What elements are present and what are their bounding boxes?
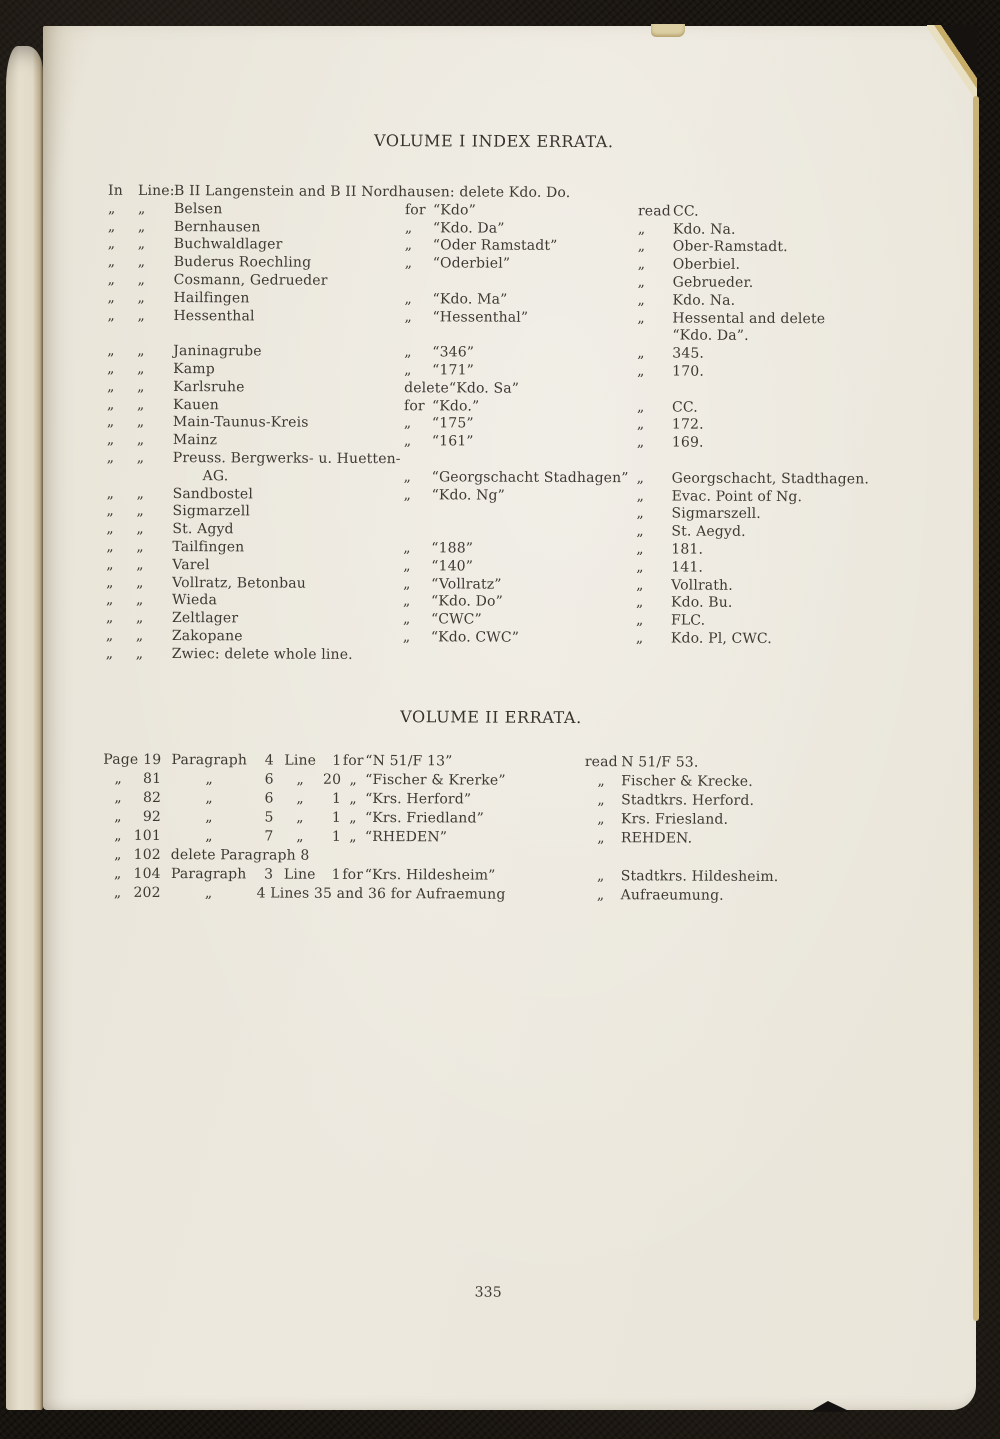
corrected-text: 170. <box>672 363 705 380</box>
read-label: „ <box>596 867 605 884</box>
for-label: „ <box>349 771 357 788</box>
line-label: „ <box>296 809 304 826</box>
original-text: “Oderbiel” <box>432 255 511 272</box>
original-text: “346” <box>432 344 475 361</box>
read-cell <box>637 452 895 489</box>
corrected-text: St. Aegyd. <box>671 523 746 540</box>
instruction-text: 4 Lines 35 and 36 for Aufraemung <box>256 884 506 903</box>
read-cell <box>637 488 895 507</box>
read-cell <box>637 417 895 436</box>
for-label: „ <box>403 557 411 574</box>
book-gutter-page-edge <box>6 46 43 1410</box>
ditto-line-mark: Line: <box>138 182 175 200</box>
ditto-line-mark: „ <box>136 574 144 591</box>
read-label: „ <box>636 559 644 576</box>
paragraph-label: „ <box>205 827 213 844</box>
corrected-text: REHDEN. <box>620 829 693 847</box>
ditto-line-mark: „ <box>136 396 145 413</box>
ditto-line-mark: „ <box>136 432 145 449</box>
for-label: for <box>342 866 364 883</box>
ditto-in-mark: „ <box>107 378 115 395</box>
original-cell <box>403 611 636 630</box>
entry-name: Vollratz, Betonbau <box>172 574 307 592</box>
line-number: 1 <box>331 828 341 845</box>
read-cell <box>636 630 894 649</box>
page-label: „ <box>114 789 122 806</box>
page-number-value: 19 <box>143 751 162 768</box>
paragraph-label: „ <box>204 884 213 901</box>
read-label: „ <box>636 576 644 593</box>
ditto-line-mark: „ <box>135 609 144 627</box>
line-number: 20 <box>323 771 342 788</box>
original-text: “Kdo. Do” <box>431 593 503 610</box>
original-cell <box>403 629 636 648</box>
for-label: „ <box>403 433 412 450</box>
original-cell <box>405 291 638 310</box>
original-text: “Kdo. Sa” <box>448 380 520 397</box>
ditto-in-mark: „ <box>107 289 115 306</box>
corrected-text: N 51/F 53. <box>621 753 699 771</box>
entry-name: Wieda <box>172 592 218 609</box>
line-number: 1 <box>332 790 342 807</box>
line-number: 1 <box>331 809 342 826</box>
for-label: „ <box>404 255 413 272</box>
original-cell <box>404 433 637 452</box>
entry-name: Sigmarzell <box>172 503 251 520</box>
read-label: „ <box>637 363 645 380</box>
ditto-in-mark: „ <box>106 485 115 502</box>
entry-name: Buderus Roechling <box>173 254 312 271</box>
original-cell <box>403 593 636 612</box>
errata-row <box>105 450 895 489</box>
paragraph-number: 4 <box>264 752 274 769</box>
corrected-text: Kdo. Na. <box>672 292 736 309</box>
ditto-in-mark: „ <box>106 431 115 448</box>
original-cell <box>403 576 636 595</box>
read-label: „ <box>636 416 645 433</box>
page-corner-fold <box>927 25 977 99</box>
original-cell <box>403 558 636 577</box>
original-cell <box>404 344 637 363</box>
read-cell <box>638 274 896 293</box>
ditto-in-mark: „ <box>106 538 114 555</box>
original-cell <box>404 362 637 381</box>
corrected-text: Oberbiel. <box>672 256 741 273</box>
corrected-text: Kdo. Pl, CWC. <box>670 630 772 647</box>
read-cell <box>638 221 896 240</box>
read-label: „ <box>597 810 605 827</box>
ditto-in-mark: „ <box>107 360 115 377</box>
original-text: “Hessenthal” <box>432 308 529 326</box>
page-content <box>101 26 897 1304</box>
entry-name: Hessenthal <box>173 307 255 325</box>
corrected-text: Stadtkrs. Hildesheim. <box>620 867 779 885</box>
page-label: „ <box>113 865 122 882</box>
entry-name: Belsen <box>173 200 223 218</box>
ditto-line-mark: „ <box>136 414 145 431</box>
for-label: „ <box>403 415 412 432</box>
entry-name: Sandbostel <box>172 485 254 502</box>
for-label: „ <box>349 790 357 807</box>
for-label: „ <box>349 809 357 826</box>
entry-name: Cosmann, Gedrueder <box>173 272 328 289</box>
for-label: for <box>404 201 426 219</box>
corrected-text: FLC. <box>670 612 706 629</box>
ditto-in-mark: „ <box>105 609 114 626</box>
corrected-text-line2: “Kdo. Da”. <box>672 327 749 345</box>
read-label: „ <box>637 309 645 326</box>
original-text: “N 51/F 13” <box>365 752 453 769</box>
paragraph-number: 7 <box>264 828 274 845</box>
ditto-in-mark: „ <box>106 556 114 573</box>
ditto-in-mark: In <box>108 182 123 199</box>
entry-name: Hailfingen <box>173 289 250 307</box>
corrected-text: Gebrueder. <box>672 274 754 291</box>
original-cell <box>403 522 636 523</box>
read-label: read <box>584 753 618 770</box>
read-label: read <box>637 203 671 220</box>
corrected-text: 181. <box>671 541 704 558</box>
ditto-in-mark: „ <box>107 253 116 270</box>
for-label: „ <box>404 219 413 236</box>
original-cell <box>405 202 638 221</box>
line-number: 1 <box>332 752 342 769</box>
entry-name: Varel <box>172 556 210 573</box>
entry-name: Kamp <box>173 361 215 378</box>
entry-name: Buchwaldlager <box>173 236 283 253</box>
corrected-text: Sigmarszell. <box>671 505 761 523</box>
ditto-in-mark: „ <box>107 200 116 217</box>
page-label: „ <box>114 846 122 863</box>
entry-name: Bernhausen <box>173 218 261 236</box>
original-text: “CWC” <box>430 611 482 628</box>
entry-name: Zeltlager <box>171 610 239 627</box>
ditto-line-mark: „ <box>137 236 146 253</box>
original-text: “Kdo” <box>432 202 476 219</box>
read-cell <box>636 541 894 560</box>
ditto-line-mark: „ <box>137 378 145 395</box>
vol1-title: VOLUME I INDEX ERRATA. <box>373 131 614 152</box>
corrected-text: Kdo. Na. <box>672 221 736 238</box>
original-text: “175” <box>431 415 474 432</box>
read-label: „ <box>637 345 645 362</box>
page-label: „ <box>114 808 122 825</box>
for-label: for <box>403 397 425 414</box>
for-label: „ <box>402 611 411 628</box>
read-cell <box>636 506 894 525</box>
ditto-line-mark: „ <box>137 218 146 235</box>
ditto-line-mark: „ <box>137 307 145 324</box>
corrected-text: Kdo. Bu. <box>671 594 733 612</box>
ditto-in-mark: „ <box>105 645 114 662</box>
ditto-in-mark: „ <box>107 342 115 359</box>
ditto-in-mark: „ <box>106 592 114 609</box>
ditto-line-mark: „ <box>136 485 145 502</box>
read-label: „ <box>635 630 644 647</box>
for-label: „ <box>404 344 412 361</box>
original-text: “RHEDEN” <box>364 828 448 845</box>
read-cell <box>638 239 896 258</box>
ditto-line-mark: „ <box>135 645 144 662</box>
read-label: „ <box>636 470 645 487</box>
paragraph-label: Paragraph <box>170 865 247 882</box>
vol2-errata-list <box>103 750 894 906</box>
original-text: “Krs. Hildesheim” <box>364 866 496 884</box>
entry-name: B II Langenstein and B II Nordhausen: delete Kdo. Do. <box>174 183 571 201</box>
for-label: „ <box>349 828 357 845</box>
ditto-in-mark: „ <box>106 520 114 537</box>
line-label: „ <box>296 790 304 807</box>
read-cell <box>637 434 895 453</box>
page-number: 335 <box>474 1284 502 1301</box>
corrected-text: 169. <box>671 434 704 451</box>
original-text: “161” <box>431 433 474 450</box>
page-number-value: 81 <box>143 770 162 787</box>
line-label: Line <box>283 866 316 883</box>
for-label: „ <box>403 540 411 557</box>
ditto-in-mark: „ <box>106 414 115 431</box>
corrected-text: Fischer & Krecke. <box>621 772 753 790</box>
errata-row <box>105 307 895 346</box>
read-label: „ <box>596 886 605 903</box>
page-number-value: 104 <box>133 865 161 882</box>
original-text: “Kdo. Ng” <box>431 486 506 504</box>
vol2-title: VOLUME II ERRATA. <box>400 706 582 727</box>
read-cell <box>636 595 894 614</box>
paragraph-label: „ <box>205 808 213 825</box>
page-number-value: 92 <box>142 808 162 825</box>
ditto-in-mark: „ <box>107 271 116 288</box>
book-page <box>43 26 976 1410</box>
instruction-text: delete Paragraph 8 <box>170 846 310 864</box>
paragraph-number: 6 <box>264 771 274 788</box>
paragraph-label: „ <box>205 789 213 806</box>
errata-row <box>103 883 893 906</box>
original-cell <box>405 255 638 274</box>
ditto-line-mark: „ <box>135 627 144 644</box>
read-label: „ <box>597 829 605 846</box>
ditto-line-mark: „ <box>137 271 146 288</box>
entry-name-line2: AG. <box>202 467 229 485</box>
read-label: „ <box>597 772 605 789</box>
ditto-line-mark: „ <box>137 343 145 360</box>
original-text: “188” <box>431 540 474 557</box>
original-cell <box>405 238 638 257</box>
read-label: „ <box>637 292 645 309</box>
read-cell <box>637 363 895 382</box>
original-cell <box>404 451 637 488</box>
read-label: „ <box>636 594 644 611</box>
ditto-in-mark: „ <box>106 396 115 413</box>
ditto-line-mark: „ <box>136 521 144 538</box>
page-number-value: 82 <box>142 789 162 806</box>
read-label: „ <box>636 523 644 540</box>
read-cell <box>637 292 895 311</box>
ditto-line-mark: „ <box>136 556 144 573</box>
entry-name: Mainz <box>172 432 218 449</box>
read-label: „ <box>636 487 645 504</box>
corrected-text: CC. <box>672 203 699 220</box>
read-label: „ <box>636 505 644 522</box>
original-text: “Kdo. Ma” <box>432 291 508 308</box>
read-cell <box>636 577 894 596</box>
original-text: “Oder Ramstadt” <box>432 237 558 255</box>
original-text: “Kdo.” <box>431 397 480 415</box>
original-text: “Krs. Friedland” <box>364 809 484 827</box>
page-label: „ <box>114 770 122 787</box>
read-label: „ <box>636 541 644 558</box>
ditto-in-mark: „ <box>106 574 114 591</box>
ditto-in-mark: „ <box>107 218 116 235</box>
original-cell <box>404 309 637 328</box>
paragraph-number: 3 <box>264 866 274 883</box>
entry-name: Karlsruhe <box>173 378 245 396</box>
vol1-errata-list <box>104 183 896 667</box>
read-label: „ <box>637 256 646 273</box>
for-label: for <box>342 752 364 769</box>
read-cell <box>636 523 894 542</box>
for-label: „ <box>404 362 412 379</box>
read-cell <box>637 345 895 364</box>
original-cell <box>404 380 637 399</box>
read-label: „ <box>636 434 645 451</box>
ditto-in-mark: „ <box>107 236 116 253</box>
original-cell <box>404 487 637 506</box>
page-label: Page <box>103 751 139 768</box>
paragraph-label: Paragraph <box>171 751 248 768</box>
original-cell <box>405 220 638 239</box>
ditto-in-mark: „ <box>106 449 115 466</box>
corrected-text: 141. <box>671 559 704 576</box>
corrected-text: Aufraeumung. <box>620 886 724 904</box>
paragraph-number: 5 <box>264 809 274 826</box>
paragraph-label: „ <box>205 770 213 787</box>
line-label: Line <box>284 752 317 769</box>
page-number-value: 202 <box>133 884 161 901</box>
original-cell <box>403 540 636 559</box>
read-cell <box>638 203 896 222</box>
corrected-text: Evac. Point of Ng. <box>671 488 803 505</box>
for-label: „ <box>403 468 412 485</box>
for-label: „ <box>402 629 411 646</box>
original-cell <box>404 398 637 417</box>
original-text: “Krs. Herford” <box>365 790 472 808</box>
for-label: delete <box>404 379 449 397</box>
page-label: „ <box>114 827 122 844</box>
line-label: „ <box>296 828 304 845</box>
page-edge-tear <box>809 1401 851 1412</box>
corrected-text: Hessental and delete “Kdo. Da”. <box>672 310 825 346</box>
corrected-text: Vollrath. <box>671 577 733 594</box>
ditto-line-mark: „ <box>137 200 146 217</box>
for-label: „ <box>403 486 412 503</box>
line-number: 1 <box>331 866 341 883</box>
ditto-line-mark: „ <box>136 449 145 466</box>
entry-name: Tailfingen <box>172 538 245 556</box>
read-cell <box>637 399 895 418</box>
ditto-line-mark: „ <box>136 503 144 520</box>
ditto-in-mark: „ <box>106 503 114 520</box>
read-label: „ <box>635 612 644 629</box>
read-label: „ <box>597 791 605 808</box>
ditto-line-mark: „ <box>137 289 145 306</box>
ditto-line-mark: „ <box>137 254 146 271</box>
read-label: „ <box>636 398 645 415</box>
ditto-in-mark: „ <box>105 627 114 644</box>
ditto-line-mark: „ <box>137 360 145 377</box>
for-label: „ <box>404 308 412 325</box>
entry-name: Preuss. Bergwerks- u. Huetten- AG. <box>173 450 404 487</box>
read-cell <box>638 256 896 275</box>
corrected-text: Krs. Friesland. <box>620 810 729 828</box>
corrected-text: 172. <box>671 416 704 433</box>
line-label: „ <box>296 771 304 788</box>
page-label: „ <box>113 884 122 901</box>
page-number-value: 102 <box>133 846 161 863</box>
ditto-in-mark: „ <box>107 307 115 324</box>
read-label: „ <box>637 274 646 291</box>
for-label: „ <box>403 575 411 592</box>
original-cell <box>404 416 637 435</box>
for-label: „ <box>403 593 411 610</box>
ditto-line-mark: „ <box>136 538 144 555</box>
corrected-text: Stadtkrs. Herford. <box>621 791 755 809</box>
entry-name: St. Agyd <box>172 521 234 538</box>
original-text: “Georgschacht Stadhagen” <box>431 469 629 487</box>
entry-name: Kauen <box>172 396 219 413</box>
entry-name: Janinagrube <box>173 343 262 360</box>
read-label: „ <box>637 220 646 237</box>
read-cell <box>636 612 894 631</box>
page-stack-edge <box>973 96 979 1321</box>
original-text: “171” <box>432 362 475 379</box>
entry-name: Zwiec: delete whole line. <box>171 645 353 663</box>
read-cell <box>637 310 895 347</box>
for-label: „ <box>404 237 413 254</box>
entry-name: Zakopane <box>171 627 243 645</box>
corrected-text: Ober-Ramstadt. <box>672 238 788 256</box>
original-text: “Vollratz” <box>431 575 502 593</box>
corrected-text: Georgschacht, Stadthagen. <box>671 470 870 488</box>
original-text: “Fischer & Krerke” <box>365 771 506 789</box>
original-text: “Kdo. Da” <box>432 219 505 237</box>
paragraph-number: 6 <box>264 790 274 807</box>
original-text: “140” <box>431 558 474 575</box>
page-number-value: 101 <box>133 827 161 844</box>
corrected-text: CC. <box>671 399 698 416</box>
read-label: „ <box>637 238 646 255</box>
original-text: “Kdo. CWC” <box>430 629 520 646</box>
ditto-line-mark: „ <box>136 592 144 609</box>
read-cell <box>636 559 894 578</box>
corrected-text: 345. <box>672 345 705 362</box>
entry-name: Main-Taunus-Kreis <box>172 414 309 432</box>
for-label: „ <box>404 290 412 307</box>
